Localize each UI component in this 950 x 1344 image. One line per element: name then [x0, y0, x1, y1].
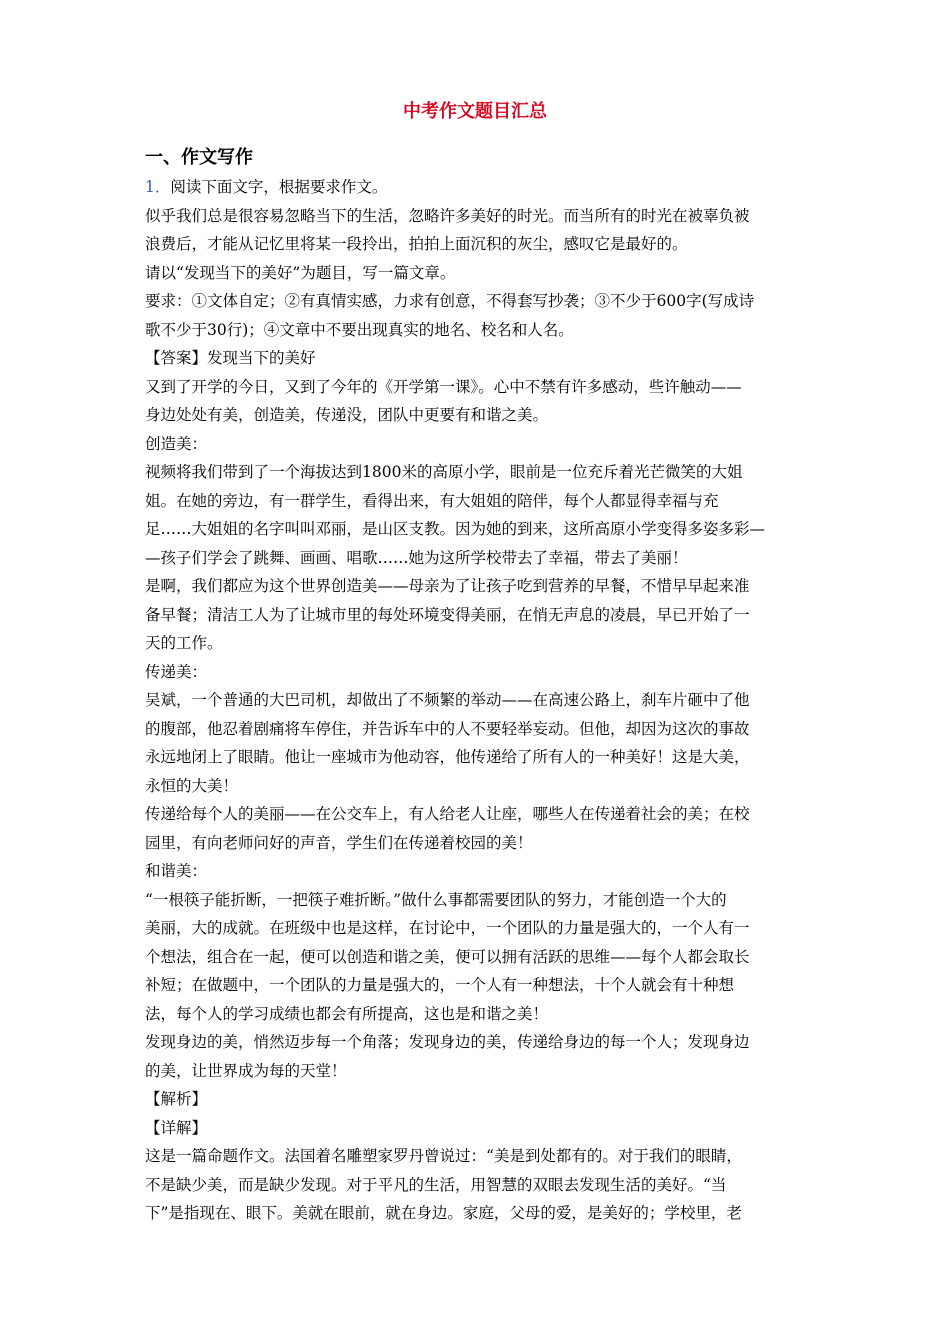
- section-heading: 一、作文写作: [145, 147, 253, 168]
- question-line: [145, 173, 809, 202]
- text-line: 似乎我们总是很容易忽略当下的生活，忽略许多美好的时光。而当所有的时光在被辜负被: [145, 206, 750, 225]
- text-line: 不是缺少美，而是缺少发现。对于平凡的生活，用智慧的双眼去发现生活的美好。“当: [145, 1175, 727, 1194]
- text-line: 又到了开学的今日，又到了今年的《开学第一课》。心中不禁有许多感动，些许触动——: [145, 377, 742, 396]
- text-line: 【解析】: [145, 1090, 208, 1108]
- text-line: 视频将我们带到了一个海拔达到1800米的高原小学，眼前是一位充斥着光芒微笑的大姐: [145, 463, 743, 481]
- text-line: 园里，有向老师问好的声音，学生们在传递着校园的美！: [145, 833, 533, 852]
- text-line: 足……大姐姐的名字叫叫邓丽，是山区支教。因为她的到来，这所高原小学变得多姿多彩—: [145, 520, 766, 538]
- question-number: 1．: [145, 178, 171, 196]
- text-line: 的美，让世界成为每的天堂！: [145, 1061, 347, 1080]
- text-line: 备早餐；清洁工人为了让城市里的每处环境变得美丽，在悄无声息的凌晨，早已开始了一: [145, 605, 750, 624]
- text-line: 姐。在她的旁边，有一群学生，看得出来，有大姐姐的陪伴，每个人都显得幸福与充: [145, 491, 719, 510]
- text-lines: [145, 202, 809, 1228]
- text-line: 个想法，组合在一起，便可以创造和谐之美，便可以拥有活跃的思维——每个人都会取长: [145, 947, 750, 966]
- text-line: 传递美：: [145, 662, 208, 681]
- text-line: 永远地闭上了眼睛。他让一座城市为他动容，他传递给了所有人的一种美好！这是大美，: [145, 748, 750, 766]
- text-line: 请以“发现当下的美好”为题目，写一篇文章。: [145, 263, 456, 282]
- text-line: 浪费后，才能从记忆里将某一段拎出，拍拍上面沉积的灰尘，感叹它是最好的。: [145, 235, 688, 253]
- text-line: 和谐美：: [145, 862, 208, 880]
- text-line: 这是一篇命题作文。法国着名雕塑家罗丹曾说过：“美是到处都有的。对于我们的眼睛，: [145, 1147, 742, 1165]
- text-line: 【详解】: [145, 1118, 208, 1137]
- text-line: 身边处处有美，创造美，传递没，团队中更要有和谐之美。: [145, 406, 549, 424]
- text-line: 的腹部，他忍着剧痛将车停住，并告诉车中的人不要轻举妄动。但他，却因为这次的事故: [145, 719, 750, 738]
- text-line: 下”是指现在、眼下。美就在眼前，就在身边。家庭，父母的爱，是美好的；学校里，老: [145, 1204, 742, 1222]
- text-line: 歌不少于30行)；④文章中不要出现真实的地名、校名和人名。: [145, 320, 574, 339]
- text-line: 【答案】发现当下的美好: [145, 349, 316, 367]
- page-title: 中考作文题目汇总: [403, 101, 547, 122]
- text-line: 传递给每个人的美丽——在公交车上，有人给老人让座，哪些人在传递着社会的美；在校: [145, 805, 750, 823]
- text-line: 吴斌，一个普通的大巴司机，却做出了不频繁的举动——在高速公路上，刹车片砸中了他: [145, 691, 750, 709]
- text-line: 发现身边的美，悄然迈步每一个角落；发现身边的美，传递给身边的每一个人；发现身边: [145, 1033, 750, 1051]
- text-line: —孩子们学会了跳舞、画画、唱歌……她为这所学校带去了幸福，带去了美丽！: [145, 548, 688, 567]
- text-line: “一根筷子能折断，一把筷子难折断。”做什么事都需要团队的努力，才能创造一个大的: [145, 890, 727, 909]
- text-line: 要求：①文体自定；②有真情实感，力求有创意，不得套写抄袭；③不少于600字(写成诗: [145, 292, 755, 310]
- text-line: 补短；在做题中，一个团队的力量是强大的，一个人有一种想法，十个人就会有十种想: [145, 976, 735, 994]
- text-line: 法，每个人的学习成绩也都会有所提高，这也是和谐之美！: [145, 1004, 549, 1023]
- question-prompt: 阅读下面文字，根据要求作文。: [170, 178, 388, 196]
- text-line: 创造美：: [145, 434, 208, 453]
- text-line: 是啊，我们都应为这个世界创造美——母亲为了让孩子吃到营养的早餐，不惜早早起来准: [145, 577, 750, 595]
- text-line: 美丽，大的成就。在班级中也是这样，在讨论中，一个团队的力量是强大的，一个人有一: [145, 919, 750, 937]
- text-line: 天的工作。: [145, 634, 223, 652]
- text-line: 永恒的大美！: [145, 776, 239, 795]
- document-body: [145, 173, 809, 1228]
